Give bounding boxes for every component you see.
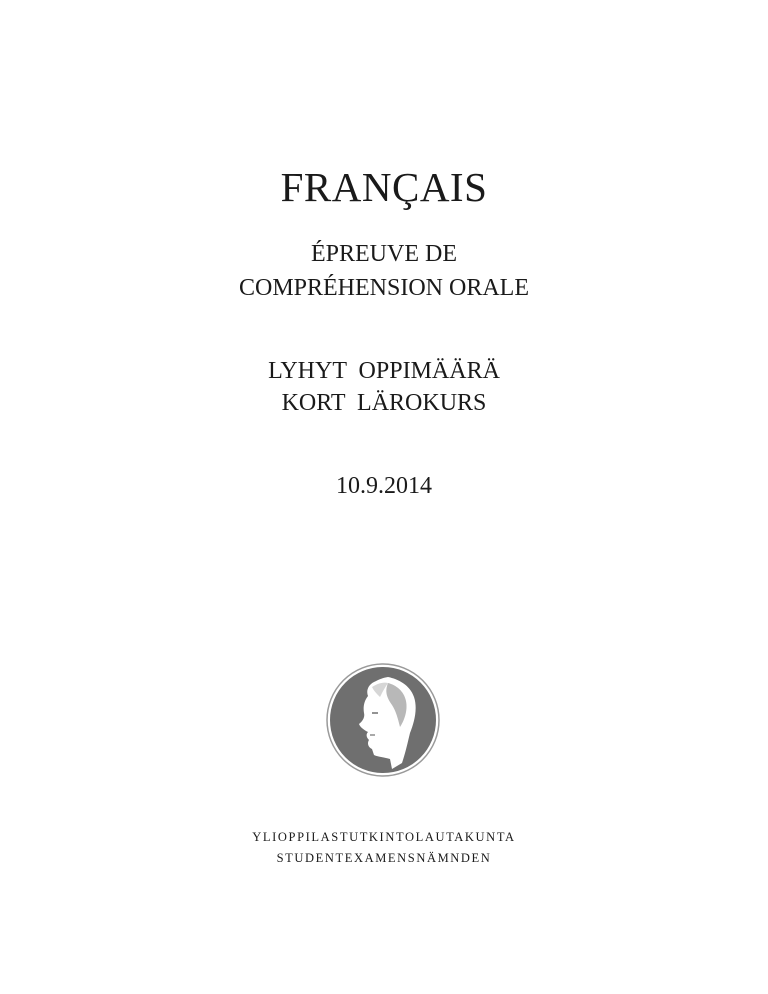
exam-board-name-finnish: YLIOPPILASTUTKINTOLAUTAKUNTA xyxy=(252,830,516,844)
course-level-swedish: KORT LÄROKURS xyxy=(281,390,487,416)
document-title: FRANÇAIS xyxy=(280,164,488,210)
exam-type-line-2: COMPRÉHENSION ORALE xyxy=(238,275,529,301)
exam-type-line-1: ÉPREUVE DE xyxy=(311,241,457,267)
course-level-finnish: LYHYT OPPIMÄÄRÄ xyxy=(268,358,500,384)
board-emblem xyxy=(326,663,440,777)
profile-head-seal-icon xyxy=(326,663,440,777)
exam-date: 10.9.2014 xyxy=(336,473,432,499)
exam-board-name-swedish: STUDENTEXAMENSNÄMNDEN xyxy=(276,851,492,865)
